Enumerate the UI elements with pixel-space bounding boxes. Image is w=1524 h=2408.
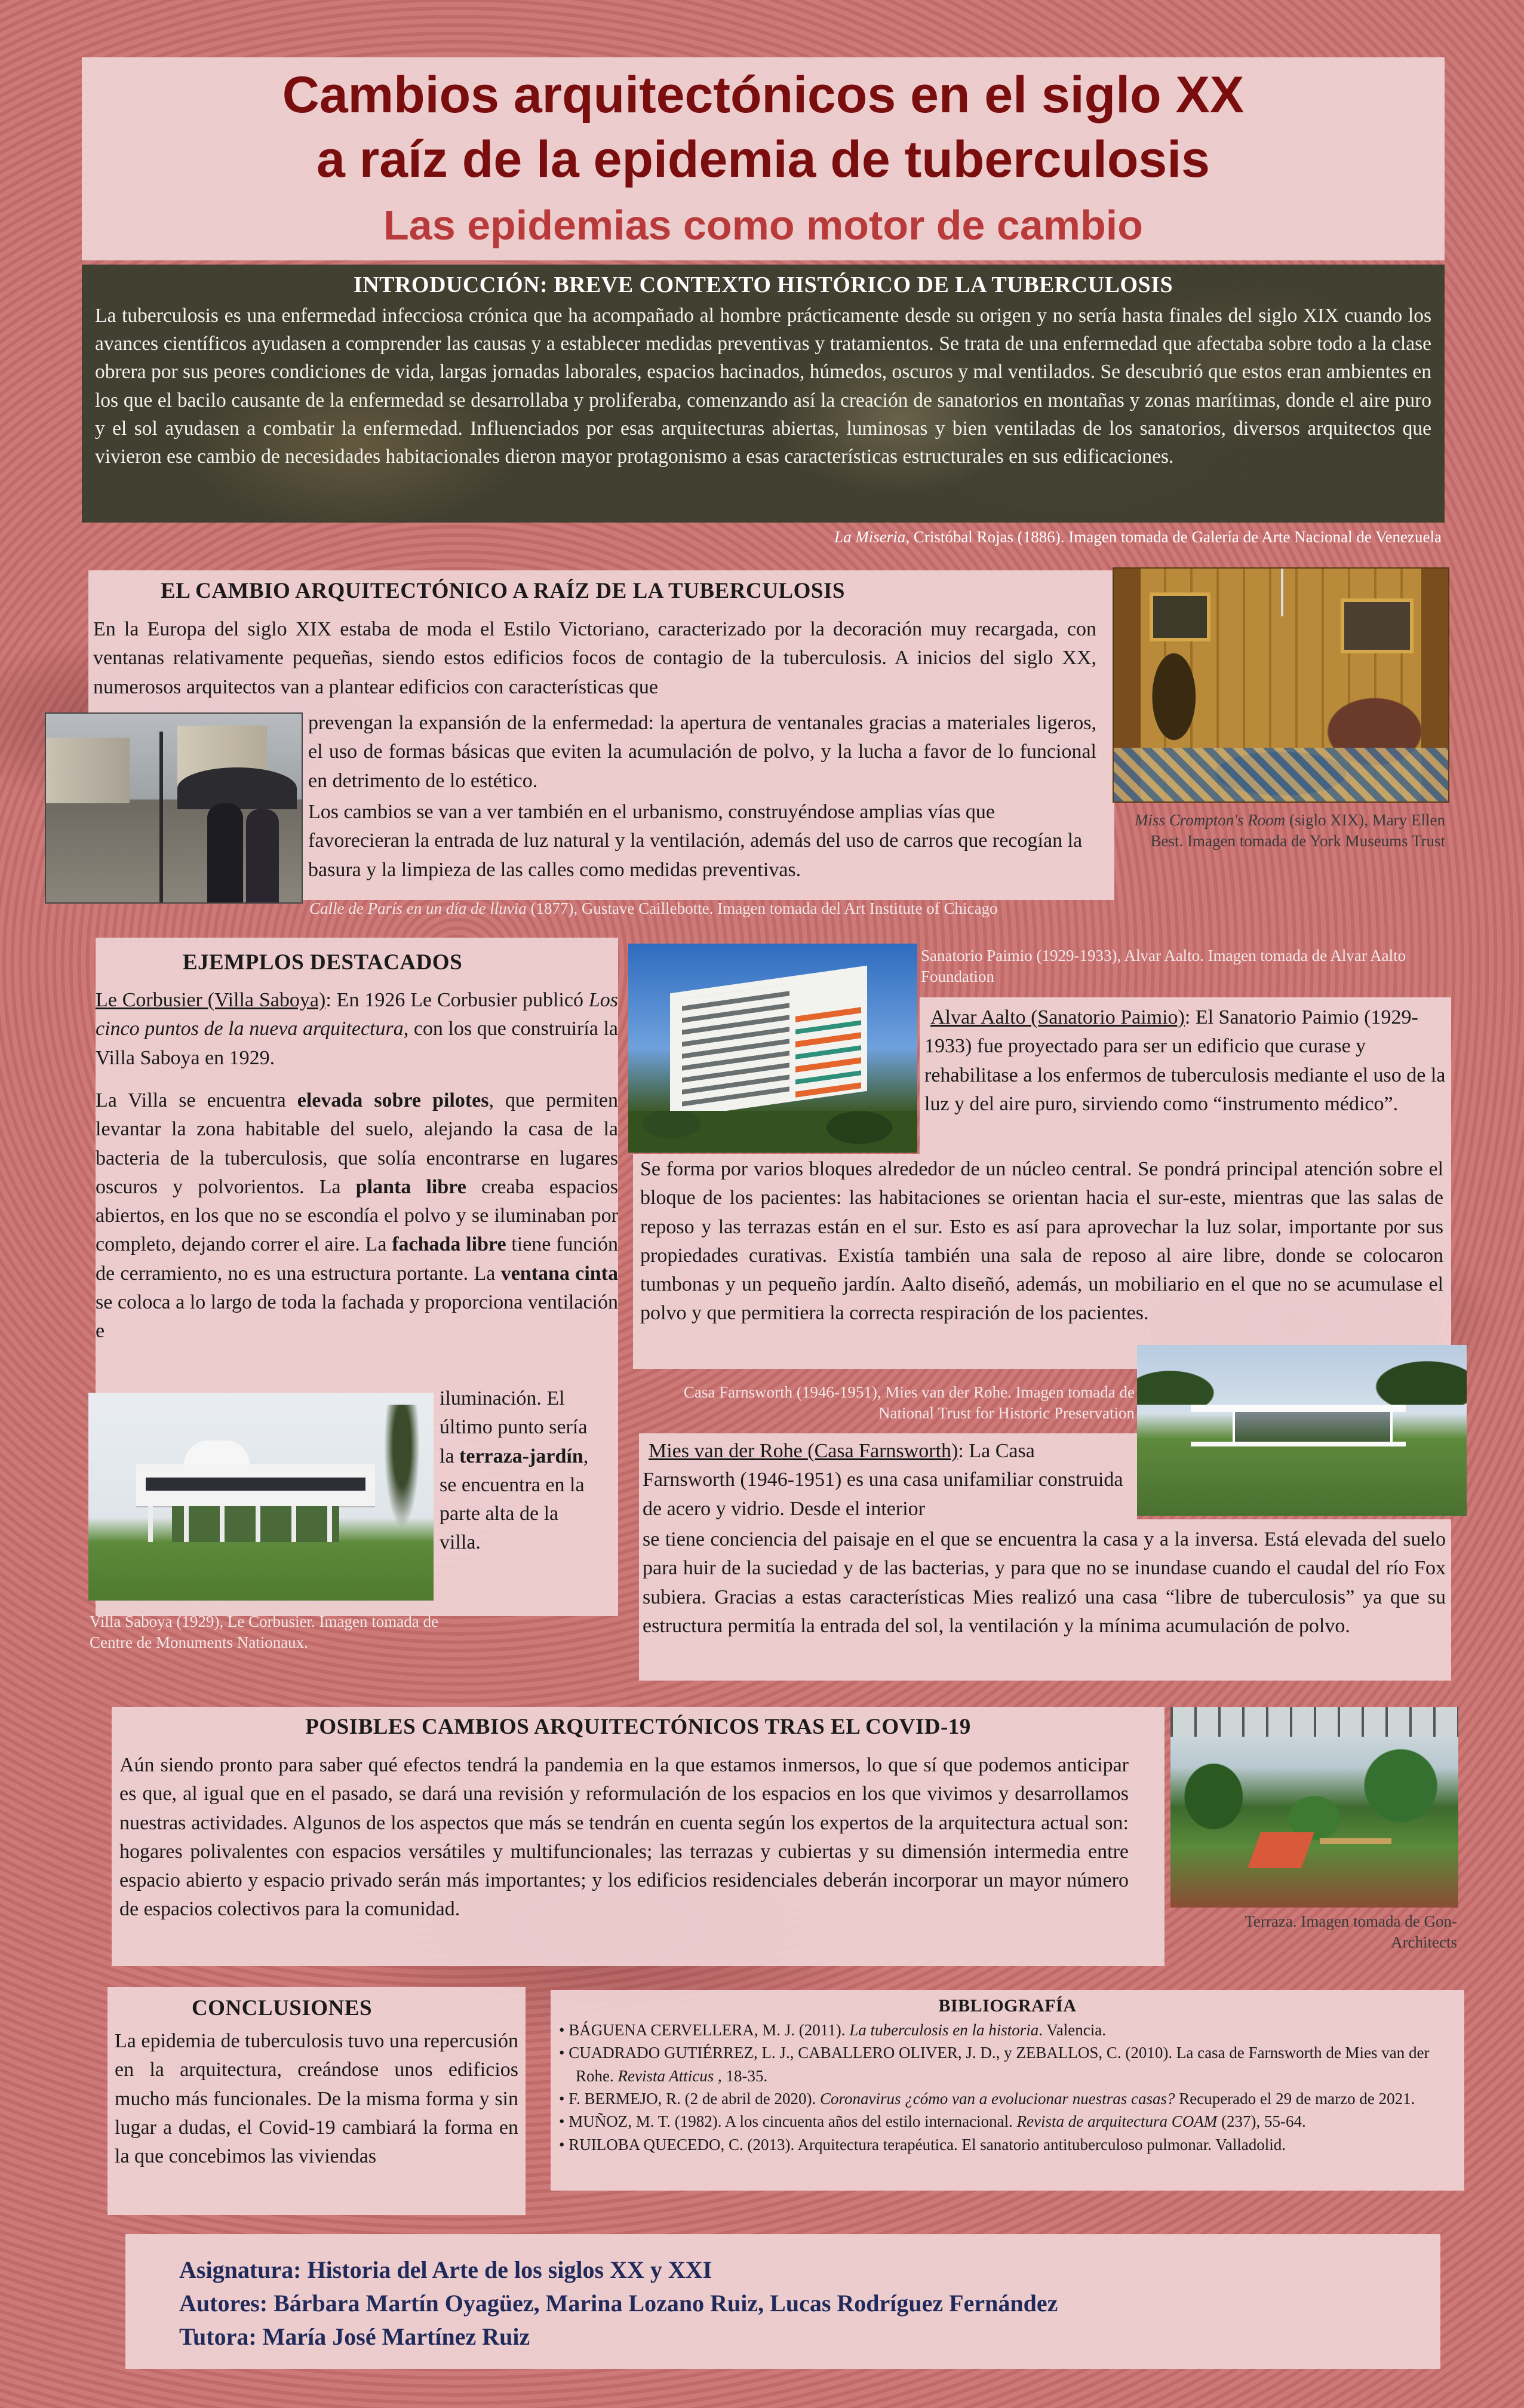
lc-text-2d: tiene función de cerramiento, no es una estructura portante. La <box>96 1233 618 1285</box>
cambio-title: EL CAMBIO ARQUITECTÓNICO A RAÍZ DE LA TUBERCULOSIS <box>161 579 845 603</box>
terraza-photo <box>1170 1707 1458 1908</box>
intro-text: La tuberculosis es una enfermedad infecciosa crónica que ha acompañado al hombre prácticamente desde su origen y no sería hasta finales del siglo XIX cuando los avances científicos ayudasen a comprender las causas y a establecer medidas preventivas y tratamientos. Se trata de una enfermedad que afectaba sobre todo a la clase obrera por sus peores condiciones de vida, largas jornadas laborales, espacios hacinados, húmedos, oscuros y mal ventilados. Se descubrió que estos eran ambientes en los que el bacilo causante de la enfermedad se desarrollaba y proliferaba, comenzando así la creación de sanatorios en montañas y zonas marítimas, donde el aire puro y el sol ayudasen a combatir la enfermedad. Influenciados por esas arquitecturas abiertas, luminosas y bien ventiladas de los sanatorios, diversos arquitectos que vivieron ese cambio de necesidades habitacionales dieron mayor protagonismo a esas características estructurales en sus edificaciones. <box>95 305 1431 468</box>
umbrella <box>177 767 297 809</box>
casa-farnsworth-photo <box>1137 1345 1467 1516</box>
paimio-trees <box>628 1111 917 1153</box>
cambio-text-p2: Los cambios se van a ver también en el urbanismo, construyéndose amplias vías que favorecieran la entrada de luz natural y la ventilación, además del uso de carros que recogían la basura y la limpieza de las calles como medidas preventivas. <box>308 801 1083 881</box>
intro-title: INTRODUCCIÓN: BREVE CONTEXTO HISTÓRICO DE LA TUBERCULOSIS <box>353 272 1173 297</box>
le-corbusier-intro <box>96 986 618 1073</box>
footer-tutora: Tutora: María José Martínez Ruiz <box>179 2323 530 2350</box>
lc-terraza-jardin: terraza-jardín <box>459 1445 583 1467</box>
bib-item-4-b: (237), 55-64. <box>1217 2112 1306 2131</box>
farnsworth-caption: Casa Farnsworth (1946-1951), Mies van der Rohe. Imagen tomada de National Trust for Historic Preservation <box>683 1383 1135 1423</box>
mies-text-1: : La Casa Farnsworth (1946-1951) es una casa unifamiliar construida de acero y vidrio. Desde el interior <box>643 1440 1123 1520</box>
intro-panel <box>82 265 1445 523</box>
terraza-canopy <box>1170 1707 1458 1737</box>
le-corbusier-terraza <box>440 1384 602 1558</box>
farnsworth-roof <box>1191 1405 1406 1412</box>
aalto-name: Alvar Aalto (Sanatorio Paimio) <box>930 1006 1185 1028</box>
mies-intro <box>643 1437 1132 1524</box>
intro-caption-rest: , Cristóbal Rojas (1886). Imagen tomada de Galería de Arte Nacional de Venezuela <box>905 528 1442 546</box>
terraza-caption: Terraza. Imagen tomada de Gon-Architects <box>1245 1912 1457 1952</box>
street-caption <box>309 898 1145 919</box>
bib-item-3-italic: Coronavirus ¿cómo van a evolucionar nuestras casas? <box>820 2089 1175 2108</box>
bib-item-1-b: . Valencia. <box>1038 2021 1107 2039</box>
terraza-table <box>1320 1838 1391 1844</box>
bib-item-1-italic: La tuberculosis en la historia <box>849 2021 1039 2039</box>
lc-text-1a: : En 1926 Le Corbusier publicó <box>325 989 589 1011</box>
lc-text-2e: se coloca a lo largo de toda la fachada y proporciona ventilación e <box>96 1291 618 1343</box>
footer-asignatura: Asignatura: Historia del Arte de los siglos XX y XXI <box>179 2256 712 2283</box>
figure-woman <box>246 809 279 904</box>
villa-pilotis <box>148 1506 363 1542</box>
le-corbusier-name: Le Corbusier (Villa Saboya) <box>96 989 326 1011</box>
bib-item-2-b: , 18-35. <box>714 2066 768 2085</box>
bib-item-4-a: MUÑOZ, M. T. (1982). A los cincuenta años del estilo internacional. <box>569 2112 1017 2131</box>
bibliografia-panel <box>551 1990 1464 2191</box>
lamp-post <box>159 732 163 904</box>
lc-pilotes: elevada sobre pilotes <box>297 1089 489 1111</box>
paimio-balconies <box>795 1005 861 1097</box>
mies-text-2: se tiene conciencia del paisaje en el que se encuentra la casa y a la inversa. Está elevada del suelo para huir de la suciedad y de las bacterias, y para que no se inundase cuando el caudal del río Fox subiera. Gracias a estas características Mies realizó una casa “libre de tuberculosis” ya que su estructura permitía la entrada del sol, la ventilación y la mínima acumulación de polvo. <box>643 1528 1446 1637</box>
figure-man <box>207 803 243 904</box>
bib-item-2-italic: Revista Atticus <box>617 2066 714 2085</box>
paimio-windows <box>682 984 789 1106</box>
painting-frame-2 <box>1341 598 1414 653</box>
bib-item-4-italic: Revista de arquitectura COAM <box>1016 2112 1218 2131</box>
villa-saboya-photo <box>88 1393 434 1601</box>
chandelier <box>1281 569 1283 616</box>
footer-panel <box>125 2234 1440 2369</box>
aalto-text-2: Se forma por varios bloques alrededor de un núcleo central. Se pondrá principal atención sobre el bloque de los pacientes: las habitaciones se orientan hacia el sur-este, mientras que las salas de reposo y las terrazas están en el sur. Esto es así para aprovechar la luz solar, importante por sus propiedades curativas. Existía también una sala de reposo al aire libre, donde se colocaron tumbonas y un pequeño jardín. Aalto diseñó, además, un mobiliario en el que no se acumulase el polvo y que permitiera la correcta respiración de los pacientes. <box>640 1158 1443 1325</box>
le-corbusier-points <box>96 1086 618 1346</box>
lc-fachada-libre: fachada libre <box>392 1233 506 1256</box>
conclusiones-panel <box>107 1987 526 2215</box>
bibliografia-title: BIBLIOGRAFÍA <box>938 1996 1077 2016</box>
aalto-intro <box>924 1003 1447 1119</box>
lc-ventana-cinta: ventana cinta <box>500 1262 619 1285</box>
lc-text-2c: creaba espacios abiertos, en los que no se escondía el polvo y se iluminaban por completo, dejando correr el aire. La <box>96 1175 618 1256</box>
intro-caption <box>834 527 1442 548</box>
bib-item: • RUILOBA QUECEDO, C. (2013). Arquitectura terapéutica. El sanatorio antituberculoso pulmonar. Valladolid. <box>559 2135 1286 2154</box>
lc-book-title: Los cinco puntos de la nueva arquitectura <box>96 989 618 1040</box>
street-caption-rest: (1877), Gustave Caillebotte. Imagen tomada del Art Institute of Chicago <box>526 899 998 917</box>
villa-caption: Villa Saboya (1929), Le Corbusier. Imagen tomada de Centre de Monuments Nationaux. <box>90 1612 438 1652</box>
bib-item-3-a: F. BERMEJO, R. (2 de abril de 2020). <box>569 2089 821 2108</box>
bib-item: • BÁGUENA CERVELLERA, M. J. (2011). La tuberculosis en la historia. Valencia. <box>559 2021 1107 2039</box>
farnsworth-floor <box>1191 1442 1406 1446</box>
bib-item-5-a: RUILOBA QUECEDO, C. (2013). Arquitectura terapéutica. El sanatorio antituberculoso pulmonar. Valladolid. <box>569 2135 1286 2154</box>
aalto-text-1: : El Sanatorio Paimio (1929-1933) fue proyectado para ser un edificio que curase y rehabilitase a los enfermos de tuberculosis mediante el uso de la luz y del aire puro, sirviendo como “instrumento médico”. <box>924 1006 1446 1115</box>
miss-crompton-room-painting <box>1113 567 1449 803</box>
street-caption-title: Calle de París en un día de lluvia <box>309 899 527 917</box>
bib-item-2-a: CUADRADO GUTIÉRREZ, L. J., CABALLERO OLIVER, J. D., y ZEBALLOS, C. (2010). La casa de Farnsworth de Mies van der Rohe. <box>569 2044 1430 2085</box>
lc-text-3b: , se encuentra en la parte alta de la villa. <box>440 1445 589 1554</box>
ejemplos-title: EJEMPLOS DESTACADOS <box>182 950 463 975</box>
conclusiones-text: La epidemia de tuberculosis tuvo una repercusión en la arquitectura, creándose unos edificios mucho más funcionales. De la misma forma y sin lugar a dudas, el Covid-19 cambiará la forma en la que concebimos las viviendas <box>115 2030 518 2168</box>
room-caption-rest: (siglo XIX), Mary Ellen Best. Imagen tomada de York Museums Trust <box>1150 811 1445 850</box>
covid-text: Aún siendo pronto para saber qué efectos tendrá la pandemia en la que estamos inmersos, lo que sí que podemos anticipar es que, al igual que en el pasado, se dará una revisión y reformulación de los espacios en los que vivimos y desarrollamos nuestras actividades. Algunos de los aspectos que más se tendrán en cuenta según los expertos de la arquitectura actual son: hogares polivalentes con espacios versátiles y multifuncionales; las terrazas y cubiertas y su dimensión intermedia entre espacio abierto y espacio privado serán más importantes; y los edificios residenciales deberán incorporar un mayor número de espacios colectivos para la comunidad. <box>119 1754 1129 1921</box>
building-left <box>46 738 130 803</box>
sanatorio-paimio-photo <box>628 944 917 1153</box>
lc-text-3a: iluminación. El último punto sería la <box>440 1387 588 1467</box>
painting-frame-1 <box>1150 592 1210 641</box>
lc-text-2a: La Villa se encuentra <box>96 1089 297 1111</box>
poster-title-line2: a raíz de la epidemia de tuberculosis <box>317 131 1210 188</box>
conclusiones-title: CONCLUSIONES <box>191 1996 373 2020</box>
terraza-plants <box>1170 1743 1458 1850</box>
lc-text-1b: , con los que construiría la Villa Saboya en 1929. <box>96 1018 619 1069</box>
mies-name: Mies van der Rohe (Casa Farnsworth) <box>649 1440 958 1462</box>
villa-ribbon-window <box>146 1478 365 1491</box>
farnsworth-glass <box>1233 1412 1393 1442</box>
covid-title: POSIBLES CAMBIOS ARQUITECTÓNICOS TRAS EL COVID-19 <box>305 1715 971 1739</box>
room-caption-title: Miss Crompton's Room <box>1135 811 1286 829</box>
bib-item: • F. BERMEJO, R. (2 de abril de 2020). Coronavirus ¿cómo van a evolucionar nuestras casas? Recuperado el 29 de marzo de 2021. <box>559 2089 1415 2108</box>
intro-caption-title: La Miseria <box>834 528 906 546</box>
bib-item-3-b: Recuperado el 29 de marzo de 2021. <box>1175 2089 1415 2108</box>
lc-planta-libre: planta libre <box>355 1175 466 1198</box>
calle-de-paris-painting <box>45 712 303 904</box>
paimio-caption: Sanatorio Paimio (1929-1933), Alvar Aalto. Imagen tomada de Alvar Aalto Foundation <box>921 947 1406 986</box>
bib-item: • CUADRADO GUTIÉRREZ, L. J., CABALLERO OLIVER, J. D., y ZEBALLOS, C. (2010). La casa de Farnsworth de Mies van der Rohe. Revista Atticus , 18-35. <box>559 2044 1430 2085</box>
footer-autores: Autores: Bárbara Martín Oyagüez, Marina Lozano Ruiz, Lucas Rodríguez Fernández <box>179 2290 1058 2317</box>
villa-roof-structure <box>184 1440 250 1464</box>
poster-subtitle: Las epidemias como motor de cambio <box>383 202 1143 248</box>
lc-text-2b: , que permiten levantar la zona habitable del suelo, alejando la casa de la bacteria de la tuberculosis, que solía encontrarse en lugares oscuros y polvorientos. La <box>96 1089 618 1198</box>
room-caption <box>1129 810 1445 852</box>
bib-item-1-a: BÁGUENA CERVELLERA, M. J. (2011). <box>569 2021 850 2039</box>
poster-title-line1: Cambios arquitectónicos en el siglo XX <box>282 66 1245 124</box>
title-panel <box>82 57 1445 260</box>
bib-item: • MUÑOZ, M. T. (1982). A los cincuenta años del estilo internacional. Revista de arquitectura COAM (237), 55-64. <box>559 2112 1306 2131</box>
carpet <box>1114 748 1448 801</box>
bibliografia-list <box>559 2019 1456 2156</box>
villa-tree <box>381 1405 423 1542</box>
cambio-text-p1: En la Europa del siglo XIX estaba de moda el Estilo Victoriano, caracterizado por la decoración muy recargada, con ventanas relativamente pequeñas, siendo estos edificios focos de contagio de la tuberculosis. A inicios del siglo XX, numerosos arquitectos van a plantear edificios con características que <box>93 618 1096 698</box>
cambio-text-p1b: prevengan la expansión de la enfermedad: la apertura de ventanales gracias a materiales ligeros, el uso de formas básicas que eviten la acumulación de polvo, y la lucha a favor de lo funcional en detrimento de lo estético. <box>308 712 1096 792</box>
farnsworth-trees <box>1137 1345 1467 1405</box>
